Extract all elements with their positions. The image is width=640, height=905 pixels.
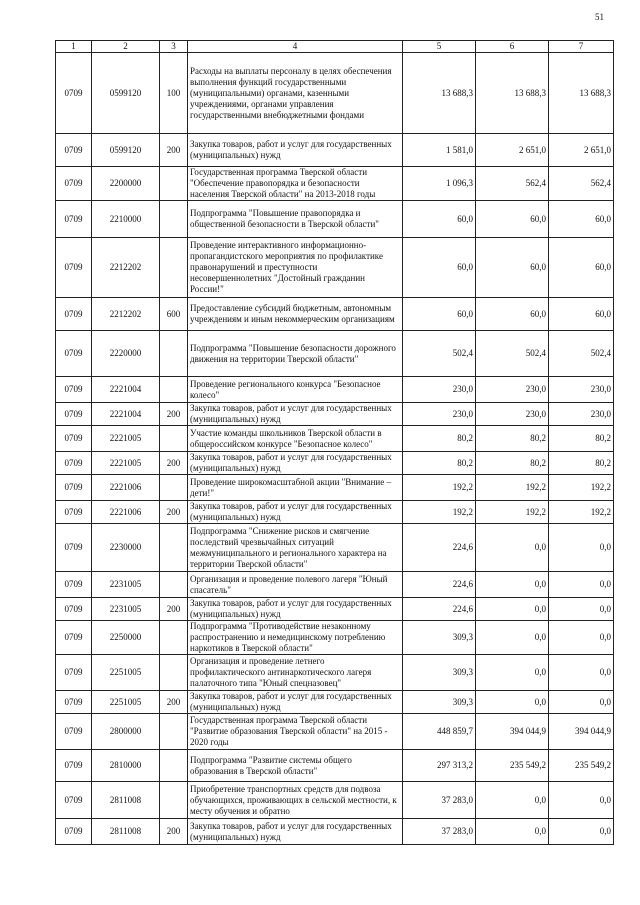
section-code-cell: 0709: [56, 572, 92, 598]
expense-type-cell: [160, 426, 188, 452]
column-header: 2: [92, 41, 160, 53]
amount-col7-cell: 0,0: [549, 819, 614, 845]
section-code-cell: 0709: [56, 750, 92, 782]
expense-type-cell: 200: [160, 598, 188, 621]
target-article-cell: 2221005: [92, 426, 160, 452]
expense-type-cell: [160, 331, 188, 377]
target-article-cell: 0599120: [92, 53, 160, 134]
expense-type-cell: 200: [160, 403, 188, 426]
amount-col6-cell: 192,2: [476, 475, 549, 501]
table-row: [56, 403, 614, 426]
amount-col7-cell: 0,0: [549, 782, 614, 819]
description-cell: Проведение широкомасштабной акции "Внимание – дети!": [188, 475, 403, 501]
table-row: [56, 331, 614, 377]
column-header: 4: [188, 41, 403, 53]
section-code-cell: 0709: [56, 331, 92, 377]
amount-col6-cell: 0,0: [476, 691, 549, 714]
amount-col5-cell: 230,0: [403, 377, 476, 403]
amount-col7-cell: 80,2: [549, 426, 614, 452]
description-cell: Закупка товаров, работ и услуг для государственных (муниципальных) нужд: [188, 403, 403, 426]
page-number: 51: [595, 12, 604, 22]
amount-col6-cell: 13 688,3: [476, 53, 549, 134]
amount-col7-cell: 0,0: [549, 691, 614, 714]
table-row: [56, 621, 614, 655]
amount-col7-cell: 80,2: [549, 452, 614, 475]
target-article-cell: 2221005: [92, 452, 160, 475]
target-article-cell: 2231005: [92, 572, 160, 598]
section-code-cell: 0709: [56, 691, 92, 714]
amount-col6-cell: 60,0: [476, 201, 549, 238]
table-row: [56, 501, 614, 524]
expense-type-cell: [160, 524, 188, 572]
description-cell: Приобретение транспортных средств для подвоза обучающихся, проживающих в сельской местности, к месту обучения и обратно: [188, 782, 403, 819]
description-cell: Подпрограмма "Снижение рисков и смягчение последствий чрезвычайных ситуаций межмуниципального и регионального характера на территории Тверской области": [188, 524, 403, 572]
description-cell: Закупка товаров, работ и услуг для государственных (муниципальных) нужд: [188, 598, 403, 621]
section-code-cell: 0709: [56, 298, 92, 331]
target-article-cell: 2212202: [92, 238, 160, 298]
amount-col5-cell: 224,6: [403, 524, 476, 572]
amount-col6-cell: 0,0: [476, 655, 549, 691]
column-header-row: [56, 41, 614, 53]
expense-type-cell: [160, 621, 188, 655]
amount-col7-cell: 0,0: [549, 524, 614, 572]
amount-col6-cell: 394 044,9: [476, 714, 549, 750]
target-article-cell: 2250000: [92, 621, 160, 655]
section-code-cell: 0709: [56, 598, 92, 621]
amount-col5-cell: 60,0: [403, 298, 476, 331]
amount-col5-cell: 80,2: [403, 452, 476, 475]
description-cell: Подпрограмма "Повышение безопасности дорожного движения на территории Тверской области": [188, 331, 403, 377]
expense-type-cell: [160, 475, 188, 501]
amount-col7-cell: 60,0: [549, 238, 614, 298]
amount-col7-cell: 60,0: [549, 298, 614, 331]
target-article-cell: 2220000: [92, 331, 160, 377]
amount-col6-cell: 562,4: [476, 167, 549, 201]
amount-col6-cell: 502,4: [476, 331, 549, 377]
expense-type-cell: [160, 655, 188, 691]
amount-col6-cell: 0,0: [476, 598, 549, 621]
section-code-cell: 0709: [56, 501, 92, 524]
description-cell: Организация и проведение полевого лагеря "Юный спасатель": [188, 572, 403, 598]
amount-col5-cell: 60,0: [403, 201, 476, 238]
target-article-cell: 2221006: [92, 475, 160, 501]
description-cell: Закупка товаров, работ и услуг для государственных (муниципальных) нужд: [188, 501, 403, 524]
amount-col5-cell: 230,0: [403, 403, 476, 426]
table-row: [56, 475, 614, 501]
target-article-cell: 2251005: [92, 655, 160, 691]
description-cell: Закупка товаров, работ и услуг для государственных (муниципальных) нужд: [188, 691, 403, 714]
expense-type-cell: 200: [160, 452, 188, 475]
amount-col7-cell: 0,0: [549, 572, 614, 598]
amount-col6-cell: 80,2: [476, 452, 549, 475]
amount-col7-cell: 235 549,2: [549, 750, 614, 782]
description-cell: Закупка товаров, работ и услуг для государственных (муниципальных) нужд: [188, 452, 403, 475]
target-article-cell: 2811008: [92, 819, 160, 845]
expense-type-cell: [160, 238, 188, 298]
description-cell: Подпрограмма "Развитие системы общего образования в Тверской области": [188, 750, 403, 782]
target-article-cell: 2231005: [92, 598, 160, 621]
description-cell: Государственная программа Тверской области "Развитие образования Тверской области" на 2015 - 2020 годы: [188, 714, 403, 750]
amount-col5-cell: 1 581,0: [403, 134, 476, 167]
section-code-cell: 0709: [56, 714, 92, 750]
section-code-cell: 0709: [56, 238, 92, 298]
target-article-cell: 2811008: [92, 782, 160, 819]
column-header: 7: [549, 41, 614, 53]
amount-col7-cell: 13 688,3: [549, 53, 614, 134]
table-row: [56, 201, 614, 238]
target-article-cell: 2212202: [92, 298, 160, 331]
amount-col6-cell: 0,0: [476, 621, 549, 655]
target-article-cell: 2221004: [92, 403, 160, 426]
amount-col5-cell: 192,2: [403, 501, 476, 524]
amount-col6-cell: 192,2: [476, 501, 549, 524]
amount-col7-cell: 60,0: [549, 201, 614, 238]
amount-col5-cell: 37 283,0: [403, 782, 476, 819]
amount-col5-cell: 224,6: [403, 572, 476, 598]
target-article-cell: 2221006: [92, 501, 160, 524]
description-cell: Предоставление субсидий бюджетным, автономным учреждениям и иным некоммерческим организациям: [188, 298, 403, 331]
amount-col7-cell: 230,0: [549, 403, 614, 426]
amount-col7-cell: 562,4: [549, 167, 614, 201]
amount-col5-cell: 1 096,3: [403, 167, 476, 201]
amount-col6-cell: 230,0: [476, 377, 549, 403]
target-article-cell: 0599120: [92, 134, 160, 167]
amount-col6-cell: 0,0: [476, 572, 549, 598]
description-cell: Подпрограмма "Повышение правопорядка и общественной безопасности в Тверской области": [188, 201, 403, 238]
description-cell: Организация и проведение летнего профилактического антинаркотического лагеря палаточного типа "Юный спецназовец": [188, 655, 403, 691]
description-cell: Закупка товаров, работ и услуг для государственных (муниципальных) нужд: [188, 819, 403, 845]
expense-type-cell: 200: [160, 501, 188, 524]
table-row: [56, 782, 614, 819]
expense-type-cell: 600: [160, 298, 188, 331]
amount-col5-cell: 297 313,2: [403, 750, 476, 782]
amount-col7-cell: 0,0: [549, 598, 614, 621]
table-row: [56, 691, 614, 714]
table-row: [56, 524, 614, 572]
section-code-cell: 0709: [56, 524, 92, 572]
target-article-cell: 2221004: [92, 377, 160, 403]
expense-type-cell: [160, 167, 188, 201]
target-article-cell: 2200000: [92, 167, 160, 201]
table-row: [56, 426, 614, 452]
amount-col5-cell: 502,4: [403, 331, 476, 377]
expense-type-cell: [160, 714, 188, 750]
table-row: [56, 238, 614, 298]
table-row: [56, 134, 614, 167]
amount-col5-cell: 224,6: [403, 598, 476, 621]
section-code-cell: 0709: [56, 167, 92, 201]
table-row: [56, 452, 614, 475]
section-code-cell: 0709: [56, 475, 92, 501]
amount-col5-cell: 192,2: [403, 475, 476, 501]
target-article-cell: 2810000: [92, 750, 160, 782]
description-cell: Государственная программа Тверской области "Обеспечение правопорядка и безопасности населения Тверской области" на 2013-2018 годы: [188, 167, 403, 201]
description-cell: Проведение регионального конкурса "Безопасное колесо": [188, 377, 403, 403]
amount-col6-cell: 235 549,2: [476, 750, 549, 782]
amount-col7-cell: 394 044,9: [549, 714, 614, 750]
amount-col6-cell: 2 651,0: [476, 134, 549, 167]
section-code-cell: 0709: [56, 655, 92, 691]
table-row: [56, 377, 614, 403]
column-header: 6: [476, 41, 549, 53]
expense-type-cell: [160, 750, 188, 782]
amount-col7-cell: 502,4: [549, 331, 614, 377]
column-header: 1: [56, 41, 92, 53]
column-header: 3: [160, 41, 188, 53]
amount-col5-cell: 80,2: [403, 426, 476, 452]
expense-type-cell: 100: [160, 53, 188, 134]
table-row: [56, 819, 614, 845]
section-code-cell: 0709: [56, 403, 92, 426]
expense-type-cell: [160, 782, 188, 819]
amount-col5-cell: 309,3: [403, 691, 476, 714]
amount-col5-cell: 309,3: [403, 621, 476, 655]
section-code-cell: 0709: [56, 452, 92, 475]
amount-col6-cell: 230,0: [476, 403, 549, 426]
expense-type-cell: [160, 572, 188, 598]
section-code-cell: 0709: [56, 621, 92, 655]
description-cell: Расходы на выплаты персоналу в целях обеспечения выполнения функций государственными (муниципальными) органами, казенными учреждениями, органами управления государственными внебюджетными фондами: [188, 53, 403, 134]
section-code-cell: 0709: [56, 819, 92, 845]
description-cell: Участие команды школьников Тверской области в общероссийском конкурсе "Безопасное колесо": [188, 426, 403, 452]
amount-col6-cell: 60,0: [476, 238, 549, 298]
amount-col5-cell: 309,3: [403, 655, 476, 691]
amount-col7-cell: 230,0: [549, 377, 614, 403]
amount-col7-cell: 0,0: [549, 621, 614, 655]
amount-col6-cell: 80,2: [476, 426, 549, 452]
budget-table: [55, 40, 614, 845]
description-cell: Подпрограмма "Противодействие незаконному распространению и немедицинскому потреблению наркотиков в Тверской области": [188, 621, 403, 655]
expense-type-cell: [160, 201, 188, 238]
expense-type-cell: 200: [160, 819, 188, 845]
table-row: [56, 572, 614, 598]
column-header: 5: [403, 41, 476, 53]
section-code-cell: 0709: [56, 782, 92, 819]
section-code-cell: 0709: [56, 426, 92, 452]
amount-col7-cell: 192,2: [549, 475, 614, 501]
amount-col5-cell: 37 283,0: [403, 819, 476, 845]
amount-col5-cell: 13 688,3: [403, 53, 476, 134]
section-code-cell: 0709: [56, 377, 92, 403]
table-row: [56, 167, 614, 201]
amount-col6-cell: 0,0: [476, 782, 549, 819]
table-row: [56, 298, 614, 331]
target-article-cell: 2230000: [92, 524, 160, 572]
table-row: [56, 598, 614, 621]
table-row: [56, 714, 614, 750]
description-cell: Проведение интерактивного информационно-пропагандистского мероприятия по профилактике правонарушений и преступности несовершеннолетних "Достойный гражданин России!": [188, 238, 403, 298]
section-code-cell: 0709: [56, 134, 92, 167]
amount-col7-cell: 192,2: [549, 501, 614, 524]
table-row: [56, 655, 614, 691]
expense-type-cell: 200: [160, 134, 188, 167]
section-code-cell: 0709: [56, 53, 92, 134]
amount-col5-cell: 448 859,7: [403, 714, 476, 750]
expense-type-cell: [160, 377, 188, 403]
amount-col6-cell: 0,0: [476, 819, 549, 845]
target-article-cell: 2800000: [92, 714, 160, 750]
amount-col7-cell: 2 651,0: [549, 134, 614, 167]
section-code-cell: 0709: [56, 201, 92, 238]
amount-col6-cell: 60,0: [476, 298, 549, 331]
target-article-cell: 2251005: [92, 691, 160, 714]
expense-type-cell: 200: [160, 691, 188, 714]
amount-col7-cell: 0,0: [549, 655, 614, 691]
amount-col6-cell: 0,0: [476, 524, 549, 572]
table-row: [56, 750, 614, 782]
target-article-cell: 2210000: [92, 201, 160, 238]
amount-col5-cell: 60,0: [403, 238, 476, 298]
description-cell: Закупка товаров, работ и услуг для государственных (муниципальных) нужд: [188, 134, 403, 167]
table-row: [56, 53, 614, 134]
